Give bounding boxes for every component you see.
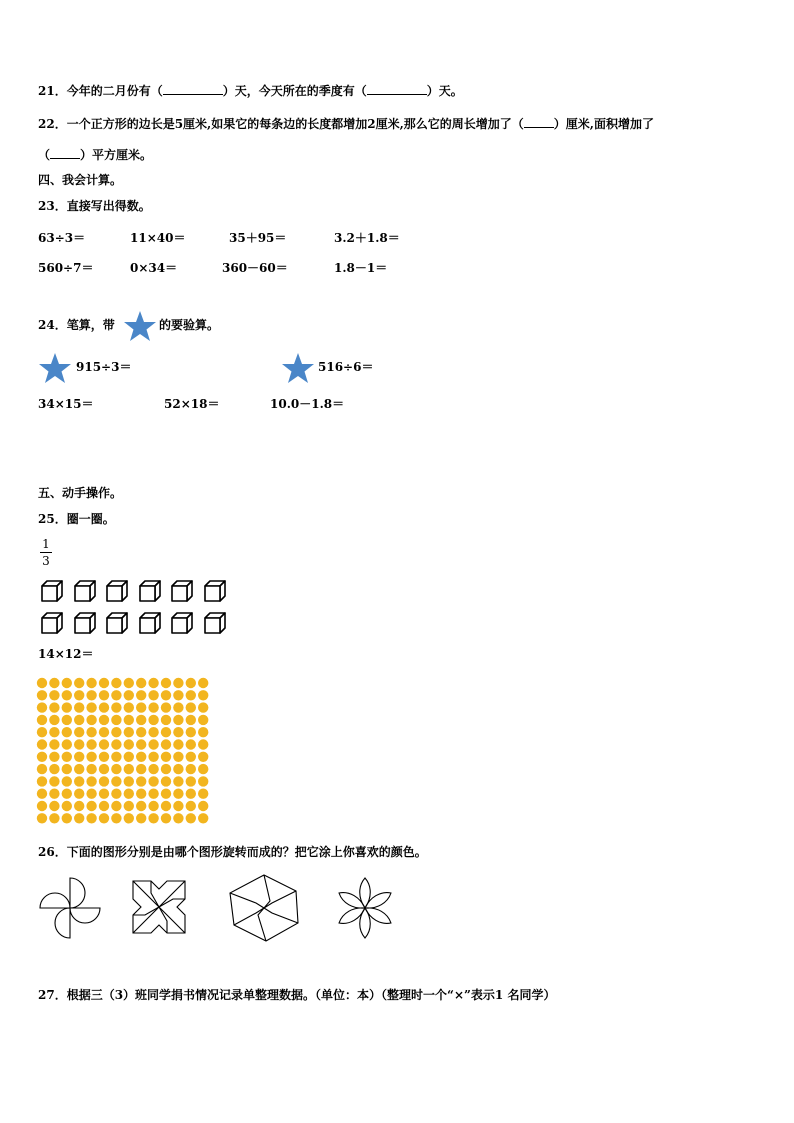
dot	[49, 801, 59, 811]
dot	[49, 715, 59, 725]
cube-group	[40, 579, 230, 639]
dot	[62, 678, 72, 688]
q26-text: 下面的图形分别是由哪个图形旋转而成的？把它涂上你喜欢的颜色。	[66, 845, 427, 859]
cube-icon[interactable]	[105, 611, 129, 635]
dot	[111, 764, 121, 774]
dot	[161, 739, 171, 749]
dot	[99, 678, 109, 688]
q25-text: 圈一圈。	[66, 512, 115, 526]
cube-icon[interactable]	[138, 611, 162, 635]
dot	[74, 813, 84, 823]
q24-item-4: 52×18＝	[164, 397, 220, 411]
dot	[124, 752, 134, 762]
x-shape-figure[interactable]	[131, 879, 187, 935]
dot	[49, 776, 59, 786]
dot	[136, 727, 146, 737]
dot	[74, 690, 84, 700]
dot	[74, 727, 84, 737]
dot	[198, 813, 208, 823]
dot	[161, 801, 171, 811]
dot	[37, 690, 47, 700]
q23-line	[38, 199, 151, 213]
dot	[186, 752, 196, 762]
dot	[148, 801, 158, 811]
dot	[198, 727, 208, 737]
q21-text-3: ）天。	[426, 84, 463, 98]
dot	[124, 764, 134, 774]
fraction-denominator: 3	[42, 554, 50, 568]
dot	[49, 764, 59, 774]
dot	[99, 752, 109, 762]
dot	[37, 739, 47, 749]
dot	[148, 690, 158, 700]
q23-item-3: 35＋95＝	[229, 231, 287, 245]
q24-line	[38, 318, 115, 332]
fraction-bar	[40, 552, 52, 553]
dot	[49, 739, 59, 749]
dot	[86, 678, 96, 688]
dot	[186, 715, 196, 725]
dot	[86, 801, 96, 811]
dot	[124, 715, 134, 725]
dot	[74, 752, 84, 762]
q23-item-8: 1.8－1＝	[334, 261, 388, 275]
dot	[49, 678, 59, 688]
dot	[111, 752, 121, 762]
dot	[62, 690, 72, 700]
cube-icon[interactable]	[203, 611, 227, 635]
dot	[186, 727, 196, 737]
dot	[74, 702, 84, 712]
q21-text-2: ）天，今天所在的季度有（	[222, 84, 367, 98]
dot	[111, 678, 121, 688]
dot	[136, 715, 146, 725]
dot	[99, 715, 109, 725]
dot	[173, 789, 183, 799]
q21-blank-1[interactable]	[163, 84, 223, 95]
q24-text-1: 笔算，带	[66, 318, 115, 332]
cube-icon[interactable]	[73, 611, 97, 635]
q24-item-1: 915÷3＝	[76, 360, 132, 374]
dot	[186, 764, 196, 774]
dot	[198, 690, 208, 700]
dot	[99, 739, 109, 749]
star-icon	[123, 310, 157, 342]
q23-item-5: 560÷7＝	[38, 261, 94, 275]
cube-icon[interactable]	[170, 579, 194, 603]
dot	[62, 752, 72, 762]
dot	[37, 801, 47, 811]
q27-number: 27．	[38, 988, 67, 1002]
dot	[186, 690, 196, 700]
cube-icon[interactable]	[105, 579, 129, 603]
dot	[136, 764, 146, 774]
dot	[74, 764, 84, 774]
dot	[111, 702, 121, 712]
dot	[49, 690, 59, 700]
dot	[161, 678, 171, 688]
dot	[37, 678, 47, 688]
dot	[111, 813, 121, 823]
dot	[148, 715, 158, 725]
q26-number: 26．	[38, 845, 67, 859]
q24-number: 24．	[38, 318, 67, 332]
q27-text: 根据三（3）班同学捐书情况记录单整理数据。（单位：本）（整理时一个“×”表示1 名同学）	[66, 988, 556, 1002]
dot	[111, 776, 121, 786]
dot	[124, 801, 134, 811]
dot	[161, 727, 171, 737]
dot	[62, 702, 72, 712]
dot	[173, 702, 183, 712]
dot	[62, 776, 72, 786]
q21-blank-2[interactable]	[367, 84, 427, 95]
dot	[173, 752, 183, 762]
dot	[198, 776, 208, 786]
q27-line	[38, 988, 555, 1002]
dot	[161, 789, 171, 799]
dot	[111, 727, 121, 737]
q24-item-5: 10.0－1.8＝	[270, 397, 345, 411]
cube-icon[interactable]	[138, 579, 162, 603]
q23-item-1: 63÷3＝	[38, 231, 86, 245]
cube-icon[interactable]	[203, 579, 227, 603]
dot	[62, 739, 72, 749]
dot	[124, 776, 134, 786]
dot	[62, 715, 72, 725]
dot	[86, 727, 96, 737]
dot	[86, 739, 96, 749]
q22-line-2	[38, 148, 152, 162]
flower-figure[interactable]	[330, 876, 400, 940]
dot	[198, 739, 208, 749]
q26-line	[38, 845, 427, 859]
dot	[173, 776, 183, 786]
dot	[173, 678, 183, 688]
cube-icon[interactable]	[170, 611, 194, 635]
q22-text-1b: ）厘米,面积增加了	[553, 117, 654, 131]
q25-expr: 14×12＝	[38, 647, 94, 661]
q23-item-6: 0×34＝	[130, 261, 178, 275]
dot	[99, 776, 109, 786]
dot	[173, 801, 183, 811]
dot	[136, 813, 146, 823]
q24-text-2: 的要验算。	[159, 318, 220, 332]
dot	[124, 690, 134, 700]
section-4-title: 四、我会计算。	[38, 173, 123, 187]
q22-text-1: 一个正方形的边长是5厘米,如果它的每条边的长度都增加2厘米,那么它的周长增加了（	[66, 117, 524, 131]
dot	[62, 801, 72, 811]
dot	[86, 715, 96, 725]
fraction-one-third	[40, 537, 52, 568]
dot	[74, 789, 84, 799]
q25-number: 25．	[38, 512, 67, 526]
hexagon-pinwheel-figure[interactable]	[226, 873, 302, 943]
dot	[111, 690, 121, 700]
dot	[86, 764, 96, 774]
dot	[124, 727, 134, 737]
dot	[173, 739, 183, 749]
q23-item-2: 11×40＝	[130, 231, 186, 245]
dot	[74, 739, 84, 749]
dot	[148, 702, 158, 712]
dot	[37, 727, 47, 737]
fraction-numerator: 1	[42, 537, 50, 551]
dot	[186, 776, 196, 786]
dot	[99, 690, 109, 700]
dot	[124, 789, 134, 799]
section-5-title: 五、动手操作。	[38, 486, 123, 500]
q22-line-1	[38, 117, 654, 131]
q22-blank-1[interactable]	[524, 117, 554, 128]
dot	[49, 789, 59, 799]
dot	[37, 813, 47, 823]
q22-text-2a: （	[38, 148, 51, 162]
dot	[86, 752, 96, 762]
q21-number: 21．	[38, 84, 67, 98]
dot	[198, 715, 208, 725]
dot	[62, 789, 72, 799]
dot	[124, 678, 134, 688]
dot	[161, 776, 171, 786]
dot	[37, 715, 47, 725]
dot	[74, 776, 84, 786]
dot	[148, 764, 158, 774]
dot	[186, 801, 196, 811]
dot	[49, 727, 59, 737]
dot	[111, 715, 121, 725]
dot	[74, 678, 84, 688]
dot	[173, 690, 183, 700]
dot	[148, 776, 158, 786]
dot	[86, 776, 96, 786]
dot	[99, 702, 109, 712]
q23-text: 直接写出得数。	[66, 199, 151, 213]
q23-item-7: 360－60＝	[222, 261, 288, 275]
dot	[49, 702, 59, 712]
dot	[37, 702, 47, 712]
q22-blank-2[interactable]	[50, 148, 80, 159]
dot	[136, 739, 146, 749]
dot	[136, 678, 146, 688]
dot	[124, 702, 134, 712]
dot	[186, 678, 196, 688]
dot	[161, 764, 171, 774]
dot	[198, 752, 208, 762]
dot	[86, 690, 96, 700]
dot	[74, 801, 84, 811]
dot	[136, 752, 146, 762]
dot-array	[36, 677, 212, 827]
dot	[161, 752, 171, 762]
dot	[37, 789, 47, 799]
q22-number: 22．	[38, 117, 67, 131]
q24-item-2: 516÷6＝	[318, 360, 374, 374]
dot	[198, 789, 208, 799]
dot	[198, 764, 208, 774]
dot	[86, 813, 96, 823]
dot	[173, 764, 183, 774]
cube-icon[interactable]	[40, 611, 64, 635]
dot	[49, 752, 59, 762]
dot	[136, 690, 146, 700]
dot	[136, 776, 146, 786]
dot	[124, 813, 134, 823]
pinwheel-figure[interactable]	[36, 876, 104, 940]
dot	[124, 739, 134, 749]
dot	[62, 727, 72, 737]
dot	[37, 776, 47, 786]
dot	[86, 789, 96, 799]
q23-item-4: 3.2＋1.8＝	[334, 231, 400, 245]
dot	[148, 739, 158, 749]
cube-icon[interactable]	[73, 579, 97, 603]
dot	[37, 764, 47, 774]
q21-text-1: 今年的二月份有（	[66, 84, 163, 98]
q22-text-2b: ）平方厘米。	[80, 148, 153, 162]
dot	[186, 813, 196, 823]
dot	[99, 764, 109, 774]
dot	[111, 739, 121, 749]
dot	[136, 801, 146, 811]
cube-icon[interactable]	[40, 579, 64, 603]
dot	[148, 727, 158, 737]
q24-item-3: 34×15＝	[38, 397, 94, 411]
dot	[198, 678, 208, 688]
dot	[186, 702, 196, 712]
dot	[111, 789, 121, 799]
dot	[198, 702, 208, 712]
dot	[99, 727, 109, 737]
dot	[136, 702, 146, 712]
q23-number: 23．	[38, 199, 67, 213]
dot	[148, 813, 158, 823]
q21-line	[38, 84, 463, 98]
dot	[161, 715, 171, 725]
dot	[62, 813, 72, 823]
dot	[86, 702, 96, 712]
dot	[99, 813, 109, 823]
dot	[161, 690, 171, 700]
dot	[136, 789, 146, 799]
dot	[148, 678, 158, 688]
dot	[99, 801, 109, 811]
dot	[62, 764, 72, 774]
dot	[173, 813, 183, 823]
dot	[99, 789, 109, 799]
dot	[148, 752, 158, 762]
dot	[186, 789, 196, 799]
dot	[161, 702, 171, 712]
dot	[198, 801, 208, 811]
star-icon	[37, 352, 73, 384]
dot	[186, 739, 196, 749]
star-icon	[280, 352, 316, 384]
dot	[161, 813, 171, 823]
dot	[173, 715, 183, 725]
q25-line	[38, 512, 115, 526]
dot	[173, 727, 183, 737]
dot	[111, 801, 121, 811]
dot	[49, 813, 59, 823]
dot	[37, 752, 47, 762]
dot	[148, 789, 158, 799]
dot	[74, 715, 84, 725]
